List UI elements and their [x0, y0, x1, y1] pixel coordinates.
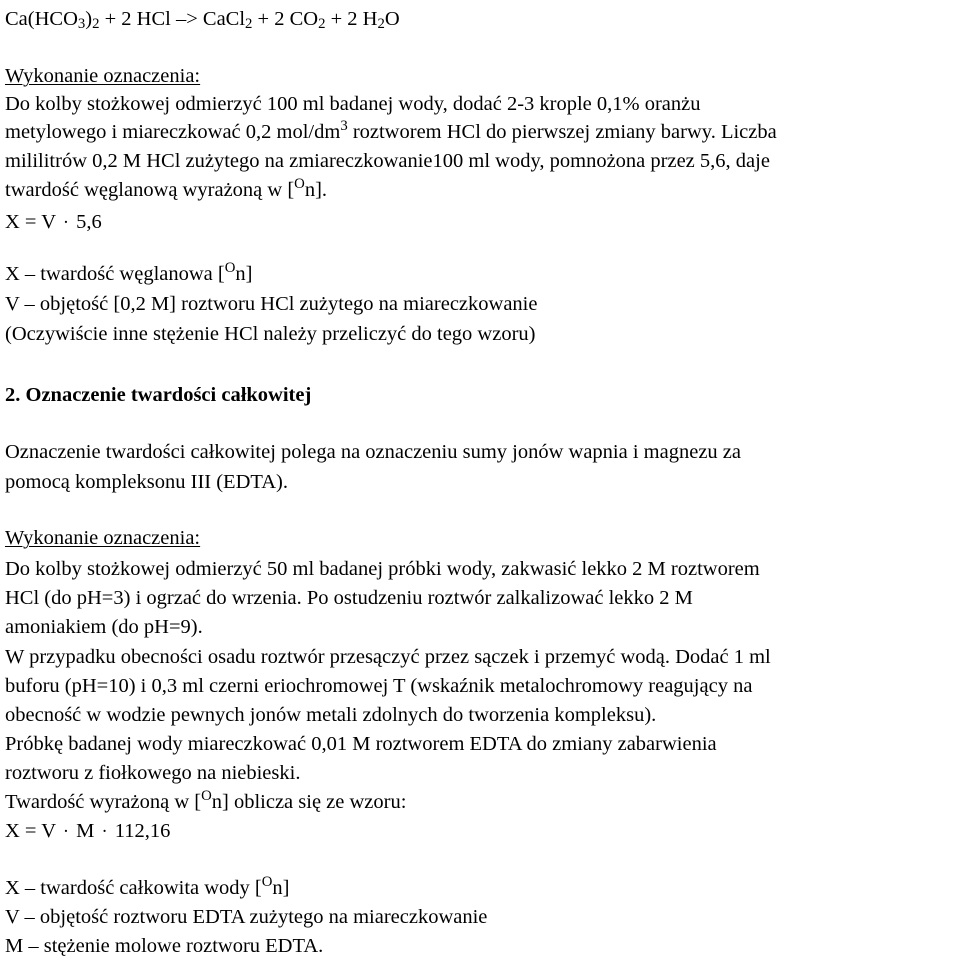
formula-part: X = V [5, 820, 56, 842]
eq-part: ) [85, 8, 93, 30]
definition-note: (Oczywiście inne stężenie HCl należy przeliczyć do tego wzoru) [5, 323, 536, 345]
superscript: 3 [340, 117, 348, 134]
procedure-line: Próbkę badanej wody miareczkować 0,01 M roztworem EDTA do zmiany zabarwienia [5, 733, 717, 755]
text-part: X – twardość węglanowa [ [5, 263, 225, 285]
procedure-line: Do kolby stożkowej odmierzyć 50 ml badanej próbki wody, zakwasić lekko 2 M roztworem [5, 558, 760, 580]
text-part: X – twardość całkowita wody [ [5, 877, 262, 899]
superscript: O [261, 873, 273, 890]
text-part: Twardość wyrażoną w [ [5, 791, 202, 813]
formula-part: 5,6 [76, 211, 102, 233]
eq-part: + 2 H [325, 8, 378, 30]
eq-subscript: 2 [245, 16, 253, 33]
definition-line: V – objętość roztworu EDTA zużytego na miareczkowanie [5, 906, 488, 928]
eq-part: Ca(HCO [5, 8, 78, 30]
definition-line [5, 873, 290, 900]
superscript: O [294, 175, 305, 192]
text-part: n]. [304, 179, 328, 201]
formula-carbonate-hardness [5, 210, 102, 234]
definition-line: M – stężenie molowe roztworu EDTA. [5, 935, 324, 957]
procedure-heading-2: Wykonanie oznaczenia: [5, 527, 201, 549]
text-part: n] [235, 263, 253, 285]
intro-line: Oznaczenie twardości całkowitej polega na oznaczeniu sumy jonów wapnia i magnezu za [5, 441, 741, 463]
procedure-line: Do kolby stożkowej odmierzyć 100 ml badanej wody, dodać 2-3 krople 0,1% oranżu [5, 93, 701, 115]
superscript: O [224, 259, 236, 276]
eq-part: + 2 CO [252, 8, 319, 30]
text-part: metylowego i miareczkować 0,2 mol/dm [5, 121, 341, 143]
procedure-line: amoniakiem (do pH=9). [5, 616, 203, 638]
multiplication-dot: · [62, 821, 69, 841]
section-title: 2. Oznaczenie twardości całkowitej [5, 384, 312, 406]
eq-subscript: 2 [318, 16, 326, 33]
procedure-line: roztworu z fiołkowego na niebieski. [5, 762, 301, 784]
procedure-line [5, 787, 407, 814]
superscript: O [201, 787, 212, 804]
procedure-line: obecność w wodzie pewnych jonów metali zdolnych do tworzenia kompleksu). [5, 704, 657, 726]
intro-line: pomocą kompleksonu III (EDTA). [5, 471, 289, 493]
procedure-line: W przypadku obecności osadu roztwór przesączyć przez sączek i przemyć wodą. Dodać 1 ml [5, 646, 771, 668]
eq-part: + 2 HCl –> CaCl [99, 8, 246, 30]
procedure-line [5, 175, 328, 202]
formula-part: 112,16 [114, 820, 171, 842]
eq-subscript: 2 [92, 16, 100, 33]
text-part: roztworem HCl do pierwszej zmiany barwy. Liczba [347, 121, 777, 143]
definition-line: V – objętość [0,2 M] roztworu HCl zużytego na miareczkowanie [5, 293, 538, 315]
formula-part: M [76, 820, 95, 842]
multiplication-dot: · [62, 212, 69, 232]
procedure-line [5, 117, 777, 144]
definition-line [5, 259, 253, 286]
eq-part: O [384, 8, 400, 30]
eq-subscript: 2 [377, 16, 385, 33]
text-part: n] oblicza się ze wzoru: [211, 791, 407, 813]
multiplication-dot: · [101, 821, 108, 841]
procedure-line: mililitrów 0,2 M HCl zużytego na zmiareczkowanie100 ml wody, pomnożona przez 5,6, daje [5, 150, 770, 172]
procedure-heading-1: Wykonanie oznaczenia: [5, 65, 201, 87]
text-part: n] [272, 877, 290, 899]
formula-total-hardness [5, 819, 170, 843]
formula-part: X = V [5, 211, 56, 233]
procedure-line: buforu (pH=10) i 0,3 ml czerni eriochromowej T (wskaźnik metalochromowy reagujący na [5, 675, 753, 697]
procedure-line: HCl (do pH=3) i ogrzać do wrzenia. Po ostudzeniu roztwór zalkalizować lekko 2 M [5, 587, 693, 609]
text-part: twardość węglanową wyrażoną w [ [5, 179, 295, 201]
reaction-equation [5, 7, 400, 31]
eq-subscript: 3 [77, 16, 86, 33]
